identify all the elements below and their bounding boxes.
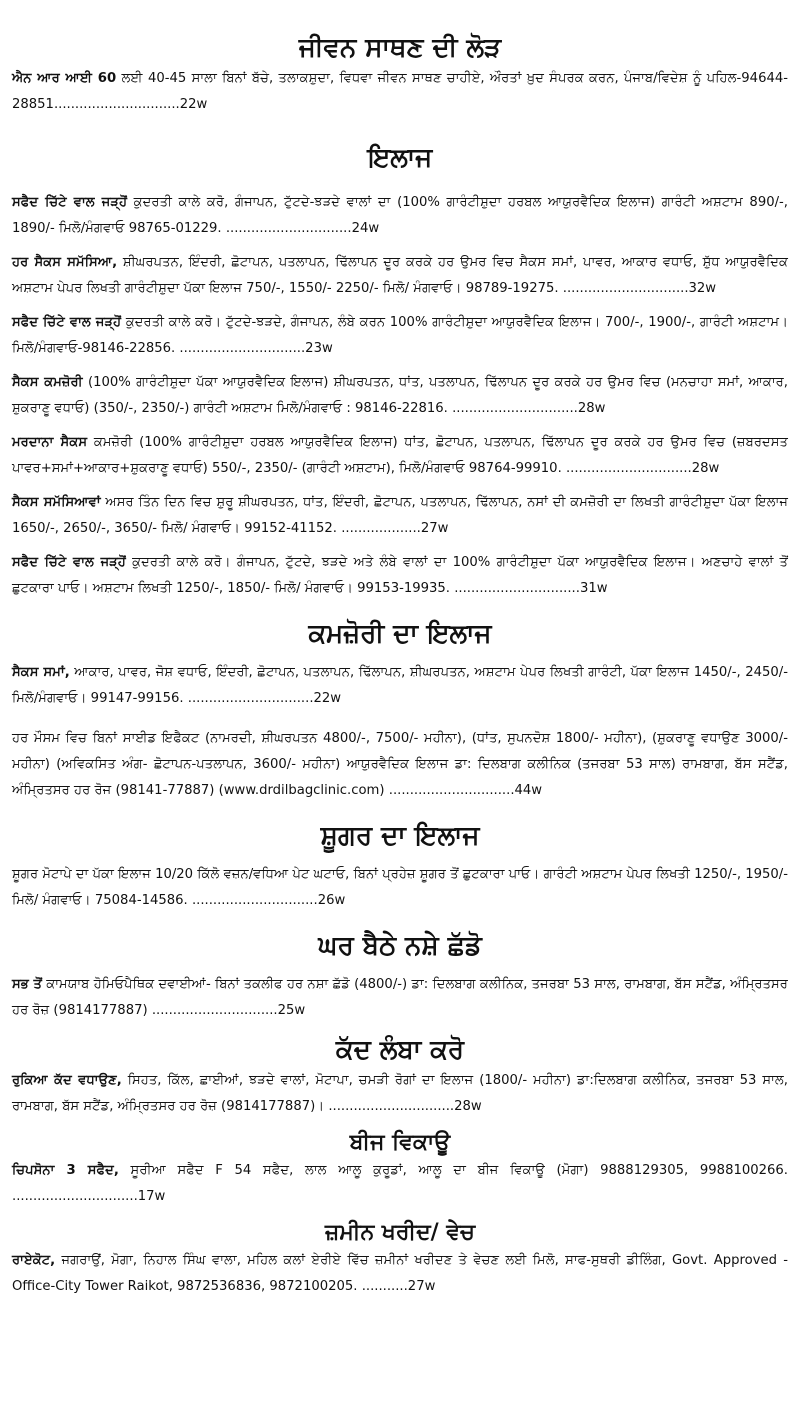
section-heading-treatment: ਇਲਾਜ <box>367 143 433 173</box>
ad-lead: ਸਫੈਦ ਚਿੱਟੇ ਵਾਲ ਜੜ੍ਹੋਂ <box>12 315 122 330</box>
ad-text: ਕੁਦਰਤੀ ਕਾਲੇ ਕਰੋ। ਟੁੱਟਦੇ-ਝੜਦੇ, ਗੰਜਾਪਨ, ਲੰਬੇ ਕਰਨ 100% ਗਾਰੰਟੀਸ਼ੁਦਾ ਆਯੁਰਵੈਦਿਕ ਇਲਾਜ। 700/-, 1900/-, ਗਾਰੰਟੀ ਅਸ਼ਟਾਮ। ਮਿਲੋ/ਮੰਗਵਾਓ-98146-22856. <box>12 315 788 356</box>
classified-ad <box>12 972 788 1024</box>
ad-lead: ਚਿਪਸੋਨਾ 3 ਸਫੈਦ, <box>12 1163 119 1178</box>
ad-lead: ਸਫੈਦ ਚਿੱਟੇ ਵਾਲ ਜੜ੍ਹੋਂ <box>12 195 128 210</box>
section-heading-land-buy-sell: ਜ਼ਮੀਨ ਖਰੀਦ/ ਵੇਚ <box>325 1220 475 1245</box>
ad-text: ਸਿਹਤ, ਕਿੱਲ, ਛਾਈਆਂ, ਝੜਦੇ ਵਾਲਾਂ, ਮੋਟਾਪਾ, ਚਮੜੀ ਰੋਗਾਂ ਦਾ ਇਲਾਜ (1800/- ਮਹੀਨਾ) ਡਾ:ਦਿਲਬਾਗ ਕਲੀਨਿਕ, ਤਜਰਬਾ 53 ਸਾਲ, ਰਾਮਬਾਗ, ਬੱਸ ਸਟੈਂਡ, ਅੰਮ੍ਰਿਤਸਰ ਹਰ ਰੋਜ਼ (9814177887)। <box>12 1073 788 1114</box>
section-heading-weakness-treatment: ਕਮਜ਼ੋਰੀ ਦਾ ਇਲਾਜ <box>308 619 492 649</box>
ad-code: ...................27w <box>341 521 449 536</box>
classified-ad <box>12 430 788 482</box>
ad-lead: ਰਾਏਕੋਟ, <box>12 1253 56 1268</box>
ad-text: ਜਗਰਾਉਂ, ਮੋਗਾ, ਨਿਹਾਲ ਸਿੰਘ ਵਾਲਾ, ਮਹਿਲ ਕਲਾਂ ਏਰੀਏ ਵਿੱਚ ਜ਼ਮੀਨਾਂ ਖਰੀਦਣ ਤੇ ਵੇਚਣ ਲਈ ਮਿਲੋ, ਸਾਫ-ਸੁਥਰੀ ਡੀਲਿੰਗ, Govt. Approved - Office-City Tower Raikot, 9872536836, 9872100205. <box>12 1253 788 1294</box>
ad-lead: ਹਰ ਸੈਕਸ ਸਮੱਸਿਆ, <box>12 255 118 270</box>
classified-ad <box>12 1158 788 1210</box>
ad-code: ...........27w <box>361 1279 436 1294</box>
classified-ad <box>12 250 788 302</box>
ad-code: ..............................26w <box>191 893 346 908</box>
ad-lead: ਸਭ ਤੋਂ <box>12 977 42 992</box>
ad-text: ਕੁਦਰਤੀ ਕਾਲੇ ਕਰੋ। ਗੰਜਾਪਨ, ਟੁੱਟਦੇ, ਝੜਦੇ ਅਤੇ ਲੰਬੇ ਵਾਲਾਂ ਦਾ 100% ਗਾਰੰਟੀਸ਼ੁਦਾ ਪੱਕਾ ਆਯੁਰਵੈਦਿਕ ਇਲਾਜ। ਅਣਚਾਹੇ ਵਾਲਾਂ ਤੋਂ ਛੁਟਕਾਰਾ ਪਾਓ। ਅਸ਼ਟਾਮ ਲਿਖਤੀ 1250/-, 1850/- ਮਿਲੋ/ ਮੰਗਵਾਓ। 99153-19935. <box>12 555 788 596</box>
ad-lead: ਮਰਦਾਨਾ ਸੈਕਸ <box>12 435 88 450</box>
ad-text: ਅਸਰ ਤਿੰਨ ਦਿਨ ਵਿਚ ਸ਼ੁਰੂ ਸ਼ੀਘਰਪਤਨ, ਧਾਂਤ, ਇੰਦਰੀ, ਛੋਟਾਪਨ, ਪਤਲਾਪਨ, ਢਿੱਲਾਪਨ, ਨਸਾਂ ਦੀ ਕਮਜ਼ੋਰੀ ਦਾ ਲਿਖਤੀ ਗਾਰੰਟੀਸ਼ੁਦਾ ਪੱਕਾ ਇਲਾਜ 1650/-, 2650/-, 3650/- ਮਿਲੋ/ ਮੰਗਵਾਓ। 99152-41152. <box>12 495 788 536</box>
ad-text: ਹਰ ਮੌਸਮ ਵਿਚ ਬਿਨਾਂ ਸਾਈਡ ਇਫੈਕਟ (ਨਾਮਰਦੀ, ਸ਼ੀਘਰਪਤਨ 4800/-, 7500/- ਮਹੀਨਾ), (ਧਾਂਤ, ਸੁਪਨਦੋਸ਼ 1800/- ਮਹੀਨਾ), (ਸ਼ੁਕਰਾਣੂ ਵਧਾਉਣ 3000/- ਮਹੀਨਾ) (ਅਵਿਕਸਿਤ ਅੰਗ- ਛੋਟਾਪਨ-ਪਤਲਾਪਨ, 3600/- ਮਹੀਨਾ) ਆਯੁਰਵੈਦਿਕ ਇਲਾਜ ਡਾ: ਦਿਲਬਾਗ ਕਲੀਨਿਕ (ਤਜਰਬਾ 53 ਸਾਲ) ਰਾਮਬਾਗ, ਬੱਸ ਸਟੈਂਡ, ਅੰਮ੍ਰਿਤਸਰ ਹਰ ਰੋਜ (98141-77887) (www.drdilbagclinic.com) <box>12 731 788 798</box>
section-heading-increase-height: ਕੱਦ ਲੰਬਾ ਕਰੋ <box>335 1035 465 1065</box>
ad-text: ਕਮਜ਼ੋਰੀ (100% ਗਾਰੰਟੀਸ਼ੁਦਾ ਹਰਬਲ ਆਯੁਰਵੈਦਿਕ ਇਲਾਜ) ਧਾਂਤ, ਛੋਟਾਪਨ, ਪਤਲਾਪਨ, ਢਿੱਲਾਪਨ ਦੂਰ ਕਰਕੇ ਹਰ ਉਮਰ ਵਿਚ (ਜ਼ਬਰਦਸਤ ਪਾਵਰ+ਸਮਾਂ+ਆਕਾਰ+ਸ਼ੁਕਰਾਣੂ ਵਧਾਓ) 550/-, 2350/- (ਗਾਰੰਟੀ ਅਸ਼ਟਾਮ), ਮਿਲੋ/ਮੰਗਵਾਓ 98764-99910. <box>12 435 788 476</box>
ad-lead: ਐਨ ਆਰ ਆਈ 60 <box>12 71 117 86</box>
classified-ad <box>12 862 788 914</box>
ad-text: ਕੁਦਰਤੀ ਕਾਲੇ ਕਰੋ, ਗੰਜਾਪਨ, ਟੁੱਟਦੇ-ਝੜਦੇ ਵਾਲਾਂ ਦਾ (100% ਗਾਰੰਟੀਸ਼ੁਦਾ ਹਰਬਲ ਆਯੁਰਵੈਦਿਕ ਇਲਾਜ) ਗਾਰੰਟੀ ਅਸ਼ਟਾਮ 890/-, 1890/- ਮਿਲੋ/ਮੰਗਵਾਓ 98765-01229. <box>12 195 788 236</box>
classified-ad <box>12 310 788 362</box>
ad-lead: ਸੈਕਸ ਸਮੱਸਿਆਵਾਂ <box>12 495 101 510</box>
ad-lead: ਸਫੈਦ ਚਿੱਟੇ ਵਾਲ ਜੜ੍ਹੋਂ <box>12 555 126 570</box>
classified-ad <box>12 490 788 542</box>
ad-text: ਸੂਰੀਆ ਸਫੈਦ F 54 ਸਫੈਦ, ਲਾਲ ਆਲੂ ਕੁਰੂਡਾਂ, ਆਲੂ ਦਾ ਬੀਜ ਵਿਕਾਊ (ਮੋਗਾ) 9888129305, 9988100266. <box>118 1163 788 1178</box>
classified-ad <box>12 550 788 602</box>
ad-text: (100% ਗਾਰੰਟੀਸ਼ੁਦਾ ਪੱਕਾ ਆਯੁਰਵੈਦਿਕ ਇਲਾਜ) ਸ਼ੀਘਰਪਤਨ, ਧਾਂਤ, ਪਤਲਾਪਨ, ਢਿੱਲਾਪਨ ਦੂਰ ਕਰਕੇ ਹਰ ਉਮਰ ਵਿਚ (ਮਨਚਾਹਾ ਸਮਾਂ, ਆਕਾਰ, ਸ਼ੁਕਰਾਣੂ ਵਧਾਓ) (350/-, 2350/-) ਗਾਰੰਟੀ ਅਸ਼ਟਾਮ ਮਿਲੋ/ਮੰਗਵਾਓ : 98146-22816. <box>12 375 789 416</box>
section-heading-life-partner: ਜੀਵਨ ਸਾਥਣ ਦੀ ਲੋੜ <box>298 33 502 63</box>
classified-ad <box>12 1068 788 1120</box>
classified-ad <box>12 190 788 242</box>
ad-code: ..............................25w <box>151 1003 306 1018</box>
ad-text: ਆਕਾਰ, ਪਾਵਰ, ਜੋਸ਼ ਵਧਾਓ, ਇੰਦਰੀ, ਛੋਟਾਪਨ, ਪਤਲਾਪਨ, ਢਿੱਲਾਪਨ, ਸ਼ੀਘਰਪਤਨ, ਅਸ਼ਟਾਮ ਪੇਪਰ ਲਿਖਤੀ ਗਾਰੰਟੀ, ਪੱਕਾ ਇਲਾਜ 1450/-, 2450/- ਮਿਲੋ/ਮੰਗਵਾਓ। 99147-99156. <box>12 665 788 706</box>
ad-lead: ਸੈਕਸ ਸਮਾਂ, <box>12 665 70 680</box>
ad-text: ਸ਼ੀਘਰਪਤਨ, ਇੰਦਰੀ, ਛੋਟਾਪਨ, ਪਤਲਾਪਨ, ਢਿੱਲਾਪਨ ਦੂਰ ਕਰਕੇ ਹਰ ਉਮਰ ਵਿਚ ਸੈਕਸ ਸਮਾਂ, ਪਾਵਰ, ਆਕਾਰ ਵਧਾਓ, ਸ਼ੁੱਧ ਆਯੁਰਵੈਦਿਕ ਅਸ਼ਟਾਮ ਪੇਪਰ ਲਿਖਤੀ ਗਾਰੰਟੀਸ਼ੁਦਾ ਪੱਕਾ ਇਲਾਜ 750/-, 1550/- 2250/- ਮਿਲੋ/ ਮੰਗਵਾਓ। 98789-19275. <box>12 255 788 296</box>
section-heading-sugar-treatment: ਸ਼ੂਗਰ ਦਾ ਇਲਾਜ <box>320 821 480 851</box>
ad-text: ਸ਼ੂਗਰ ਮੋਟਾਪੇ ਦਾ ਪੱਕਾ ਇਲਾਜ 10/20 ਕਿੱਲੋ ਵਜ਼ਨ/ਵਧਿਆ ਪੇਟ ਘਟਾਓ, ਬਿਨਾਂ ਪ੍ਰਹੇਜ਼ ਸ਼ੂਗਰ ਤੋਂ ਛੁਟਕਾਰਾ ਪਾਓ। ਗਾਰੰਟੀ ਅਸ਼ਟਾਮ ਪੇਪਰ ਲਿਖਤੀ 1250/-, 1950/- ਮਿਲੋ/ ਮੰਗਵਾਓ। 75084-14586. <box>12 867 788 908</box>
ad-text: ਲਈ 40-45 ਸਾਲਾ ਬਿਨਾਂ ਬੱਚੇ, ਤਲਾਕਸ਼ੁਦਾ, ਵਿਧਵਾ ਜੀਵਨ ਸਾਥਣ ਚਾਹੀਏ, ਔਰਤਾਂ ਖ਼ੁਦ ਸੰਪਰਕ ਕਰਨ, ਪੰਜਾਬ/ਵਿਦੇਸ਼ ਨੂੰ ਪਹਿਲ-94644-28851 <box>12 71 788 112</box>
ad-code: ..............................32w <box>562 281 717 296</box>
ad-code: ..............................44w <box>388 783 543 798</box>
ad-code: ..............................28w <box>328 1099 482 1114</box>
ad-code: ..............................28w <box>565 461 720 476</box>
ad-text: ਕਾਮਯਾਬ ਹੋਮਿਓਪੈਥਿਕ ਦਵਾਈਆਂ- ਬਿਨਾਂ ਤਕਲੀਫ ਹਰ ਨਸ਼ਾ ਛੱਡੋ (4800/-) ਡਾ: ਦਿਲਬਾਗ ਕਲੀਨਿਕ, ਤਜਰਬਾ 53 ਸਾਲ, ਰਾਮਬਾਗ, ਬੱਸ ਸਟੈਂਡ, ਅੰਮ੍ਰਿਤਸਰ ਹਰ ਰੋਜ਼ (9814177887) <box>12 977 788 1018</box>
ad-code: ..............................24w <box>225 221 380 236</box>
classified-ad <box>12 370 788 422</box>
ad-code: ..............................22w <box>187 691 342 706</box>
section-heading-quit-addiction: ਘਰ ਬੈਠੇ ਨਸ਼ੇ ਛੱਡੋ <box>318 931 482 961</box>
classified-ad <box>12 660 788 712</box>
ad-lead: ਸੈਕਸ ਕਮਜ਼ੋਰੀ <box>12 375 83 390</box>
section-heading-seeds-for-sale: ਬੀਜ ਵਿਕਾਊ <box>349 1130 451 1155</box>
classified-ad <box>12 66 788 118</box>
ad-lead: ਰੁਕਿਆ ਕੱਦ ਵਧਾਉਣ, <box>12 1073 122 1088</box>
ad-code: ..............................17w <box>12 1189 166 1204</box>
ad-code: ..............................31w <box>454 581 608 596</box>
ad-code: ..............................28w <box>452 401 606 416</box>
ad-code: ..............................22w <box>53 97 208 112</box>
classified-ad <box>12 1248 788 1300</box>
classified-ad <box>12 726 788 804</box>
ad-code: ..............................23w <box>179 341 333 356</box>
